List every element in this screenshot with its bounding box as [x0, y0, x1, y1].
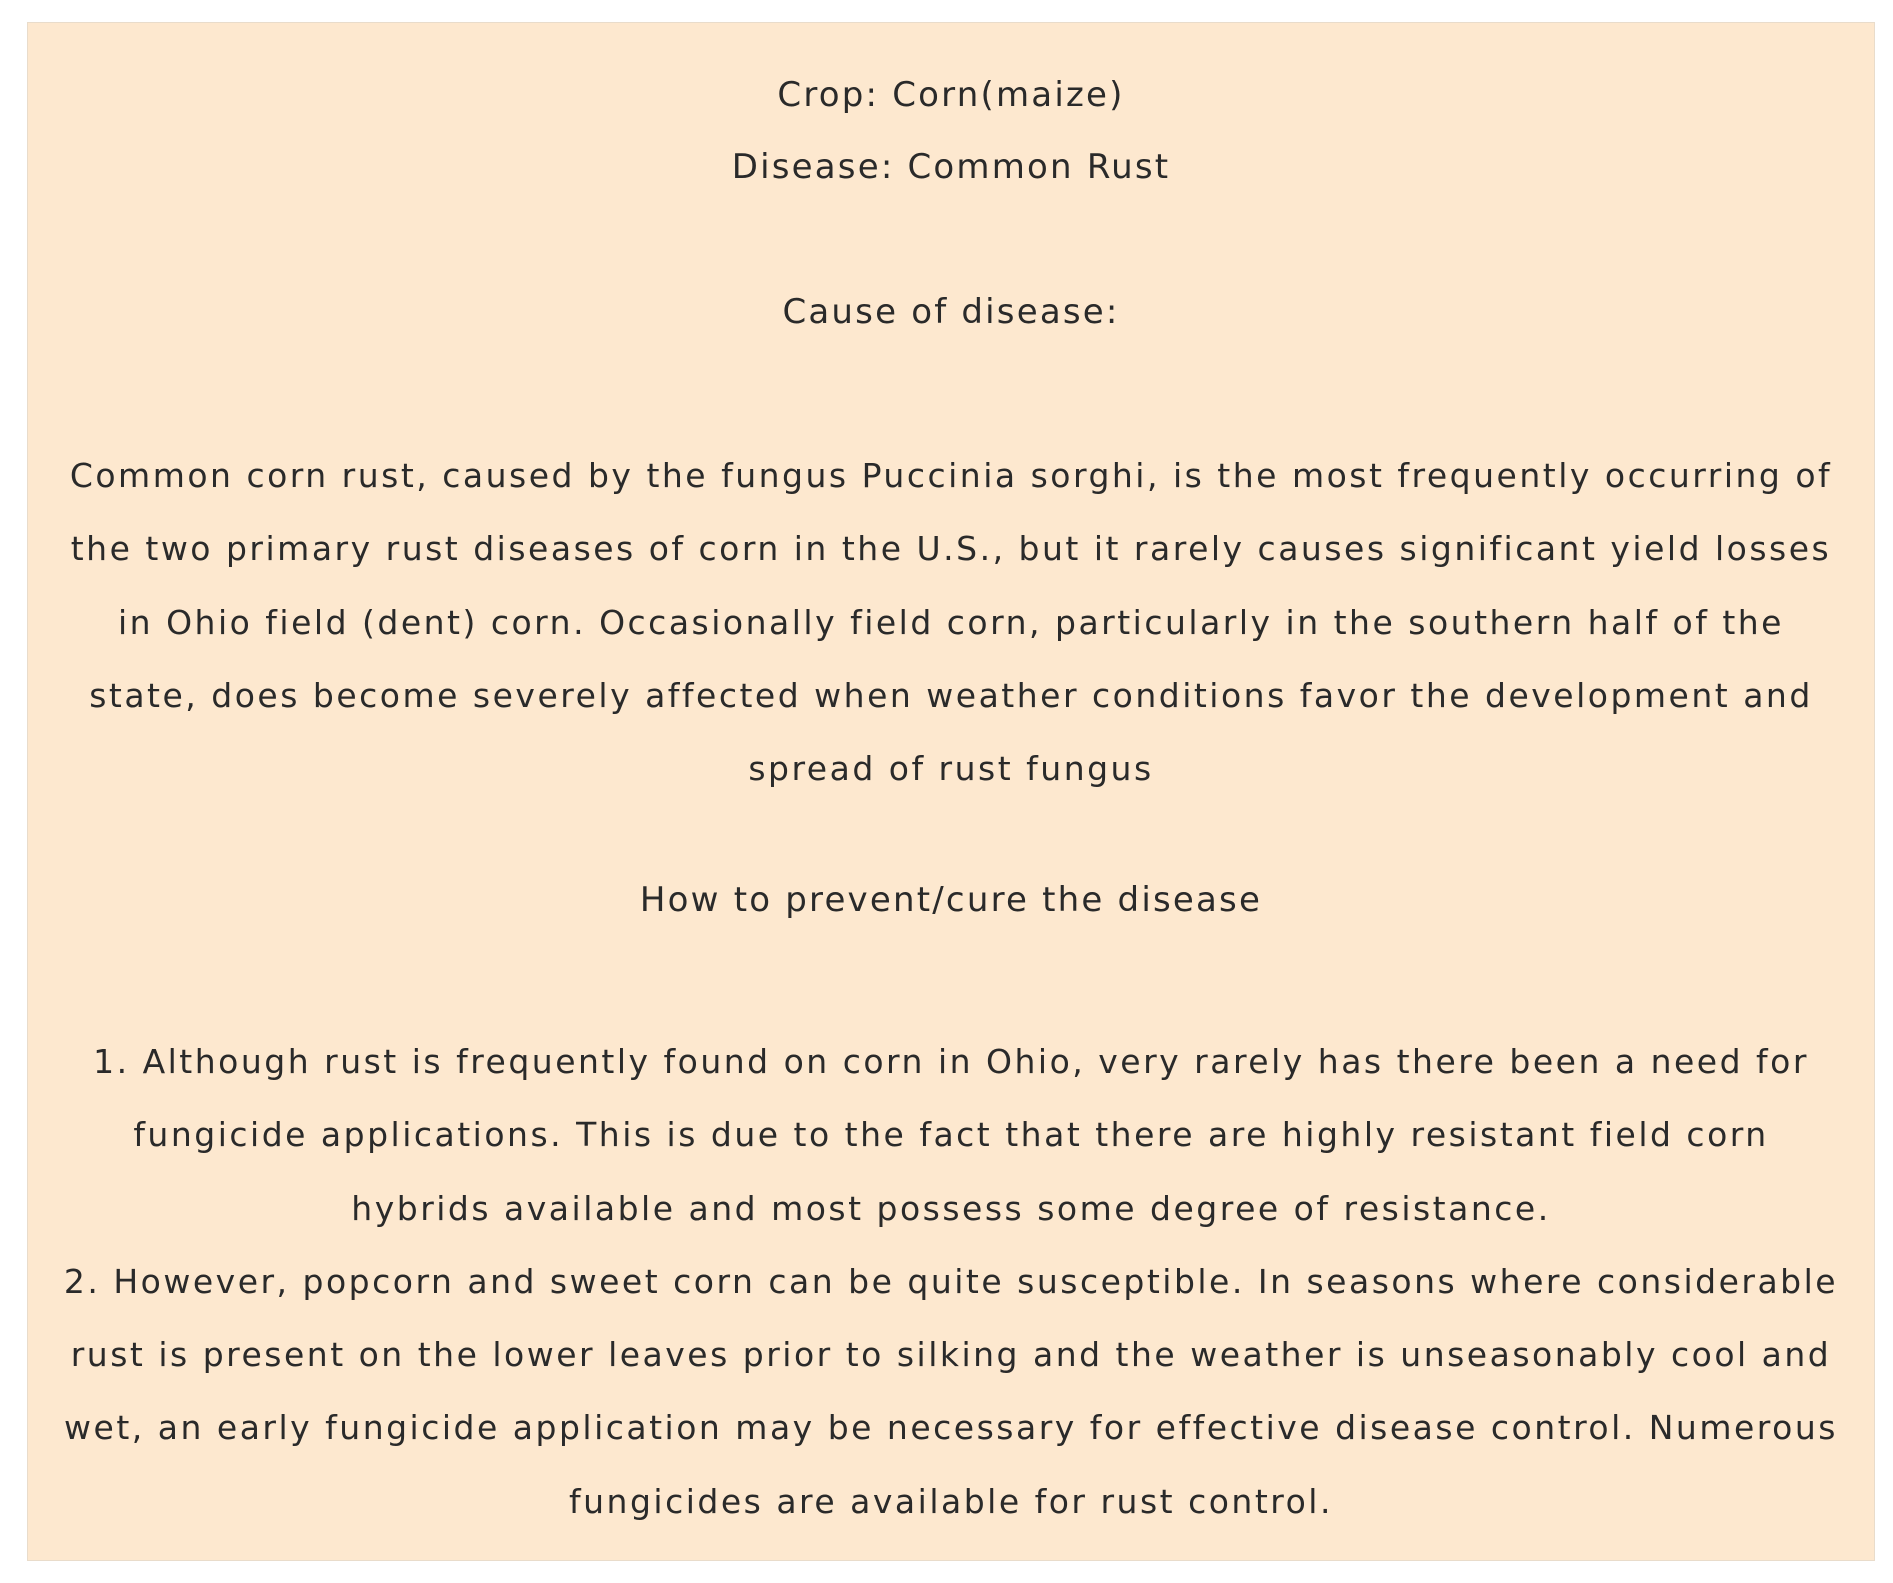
- prevention-heading: How to prevent/cure the disease: [639, 880, 1263, 920]
- prevention-step-1: 1. Although rust is frequently found on corn in Ohio, very rarely has there been a need for fungicide applications. This is due to the fact that there are highly resistant field corn hybrids available and most possess some degree of resistance.: [93, 1042, 1809, 1228]
- prevention-step-2: 2. However, popcorn and sweet corn can be quite susceptible. In seasons where considerable rust is present on the lower leaves prior to silking and the weather is unseasonably cool and wet, an early fungicide application may be necessary for effective disease control. Numerous fungicides are available for rust control.: [63, 1261, 1839, 1521]
- prevention-steps: [58, 1025, 1844, 1538]
- cause-heading: Cause of disease:: [782, 292, 1120, 332]
- disease-label: Disease: Common Rust: [731, 147, 1171, 187]
- cause-description: Common corn rust, caused by the fungus Puccinia sorghi, is the most frequently occurring of the two primary rust diseases of corn in the U.S., but it rarely causes significant yield losses in Ohio field (dent) corn. Occasionally field corn, particularly in the southern half of the state, does become severely affected when weather conditions favor the development and spread of rust fungus: [69, 456, 1833, 789]
- crop-label: Crop: Corn(maize): [777, 75, 1125, 115]
- disease-info-card: [27, 22, 1875, 1561]
